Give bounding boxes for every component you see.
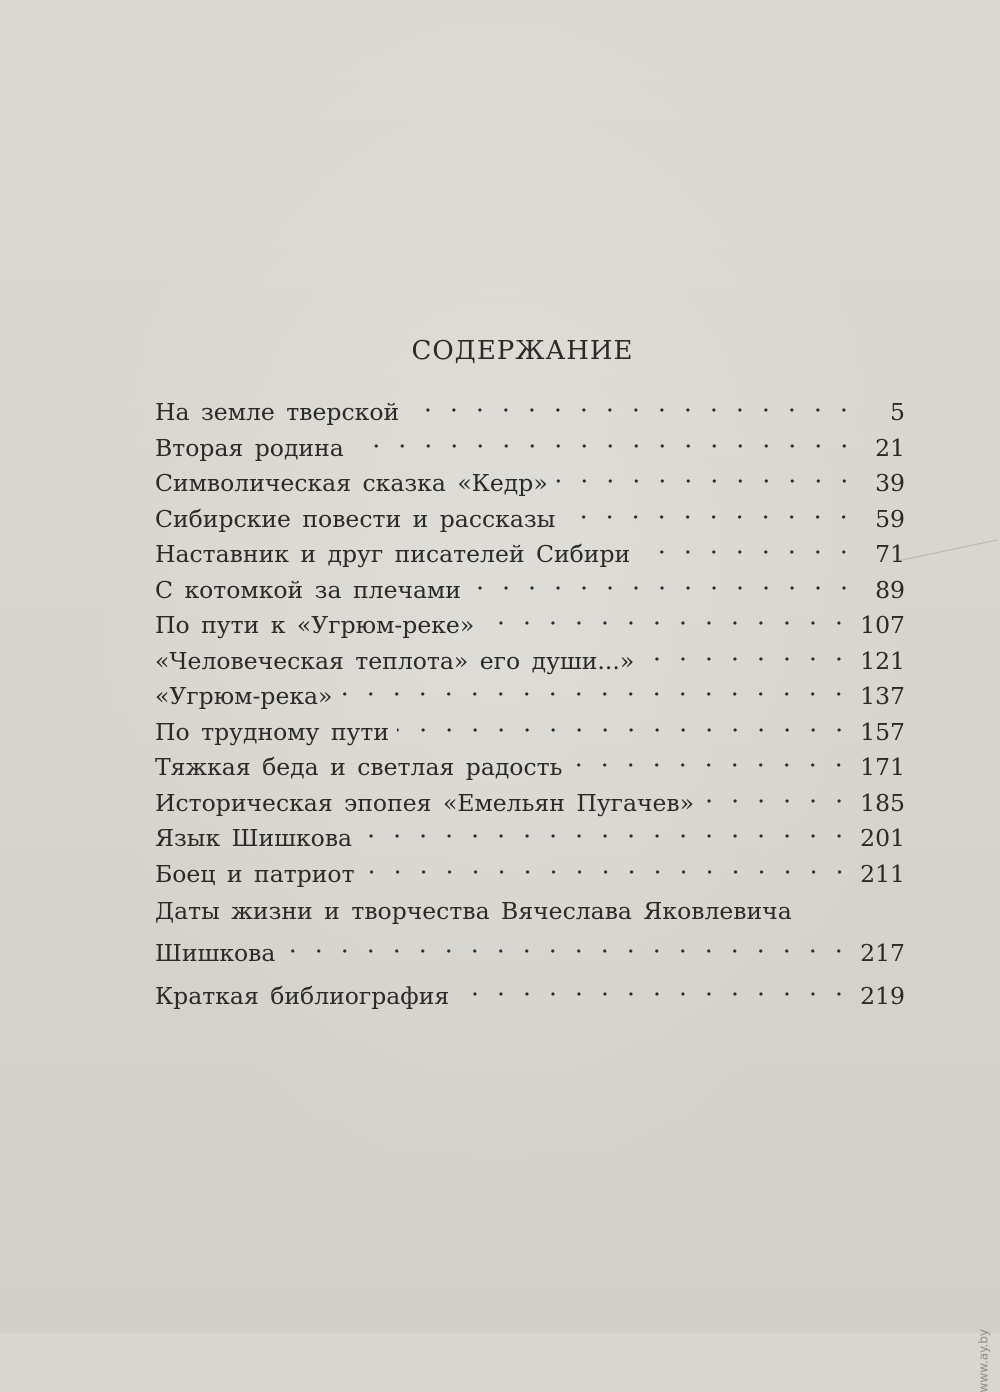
dot-leader [702,785,852,813]
contents-heading: СОДЕРЖАНИЕ [411,336,634,366]
dot-leader [563,501,857,529]
toc-entry-label: По трудному пути [155,717,389,746]
toc-entry [155,570,905,606]
toc-entry-page: 185 [860,788,905,817]
toc-entry-page: 157 [860,717,905,746]
toc-entry-label: Наставник и друг писателей Сибири [155,540,631,569]
toc-entry-page: 39 [875,469,905,498]
toc-entry-label: С котомкой за плечами [155,575,461,604]
toc-entry-label: Вторая родина [155,433,344,462]
table-of-contents [155,392,905,1012]
page-crease [900,539,1000,619]
dot-leader [360,820,852,848]
toc-entry [155,854,905,890]
toc-entry-label: На земле тверской [155,398,400,427]
toc-entry-dates-line2-row [155,933,905,969]
toc-entry-label: Сибирские повести и рассказы [155,504,556,533]
toc-entry-page: 71 [875,540,905,569]
dot-leader [638,536,857,564]
toc-entry-label: По пути к «Угрюм-реке» [155,611,475,640]
toc-entry-page: 107 [860,611,905,640]
toc-entry [155,747,905,783]
toc-entry [155,818,905,854]
dot-leader [642,643,852,671]
toc-entry-page: 217 [860,938,905,967]
toc-entry-page: 137 [860,682,905,711]
toc-entry-dates [155,897,905,968]
toc-entry [155,392,905,428]
dot-leader [283,935,852,963]
toc-entry-bibliography [155,976,905,1012]
toc-entry-label: Тяжкая беда и светлая радость [155,753,563,782]
toc-entry-page: 59 [875,504,905,533]
toc-entry [155,499,905,535]
toc-entry [155,605,905,641]
toc-entry [155,641,905,677]
dot-leader [363,856,853,884]
toc-entry-label: Историческая эпопея «Емельян Пугачев» [155,788,695,817]
toc-entry-label: «Угрюм-река» [155,682,333,711]
watermark-text: www.ay.by [976,1329,990,1392]
toc-entry-page: 219 [860,982,905,1011]
toc-entry [155,712,905,748]
toc-entry-page: 211 [860,859,905,888]
toc-entry-dates-line1: Даты жизни и творчества Вячеслава Яковлевича [155,897,792,925]
dot-leader [469,572,857,600]
dot-leader [570,749,852,777]
toc-entry-label: «Человеческая теплота» его души...» [155,646,635,675]
toc-entry-label: Язык Шишкова [155,824,353,853]
toc-entry-page: 201 [860,824,905,853]
toc-entry-page: 121 [860,646,905,675]
toc-entry-label: Символическая сказка «Кедр» [155,469,548,498]
toc-entry-page: 5 [890,398,905,427]
dot-leader [457,978,852,1006]
toc-entry-label: Краткая библиография [155,982,450,1011]
toc-entry [155,676,905,712]
toc-entry-page: 171 [860,753,905,782]
dot-leader [482,607,852,635]
toc-entry [155,534,905,570]
toc-entry-page: 21 [875,433,905,462]
toc-entry-dates-line2: Шишкова [155,938,276,967]
toc-entry [155,428,905,464]
toc-entry-label: Боец и патриот [155,859,355,888]
toc-entry-page: 89 [875,575,905,604]
toc-entry [155,783,905,819]
dot-leader [352,430,857,458]
dot-leader [397,714,852,742]
dot-leader [340,678,852,706]
dot-leader [407,394,857,422]
dot-leader [556,465,857,493]
toc-entry [155,463,905,499]
